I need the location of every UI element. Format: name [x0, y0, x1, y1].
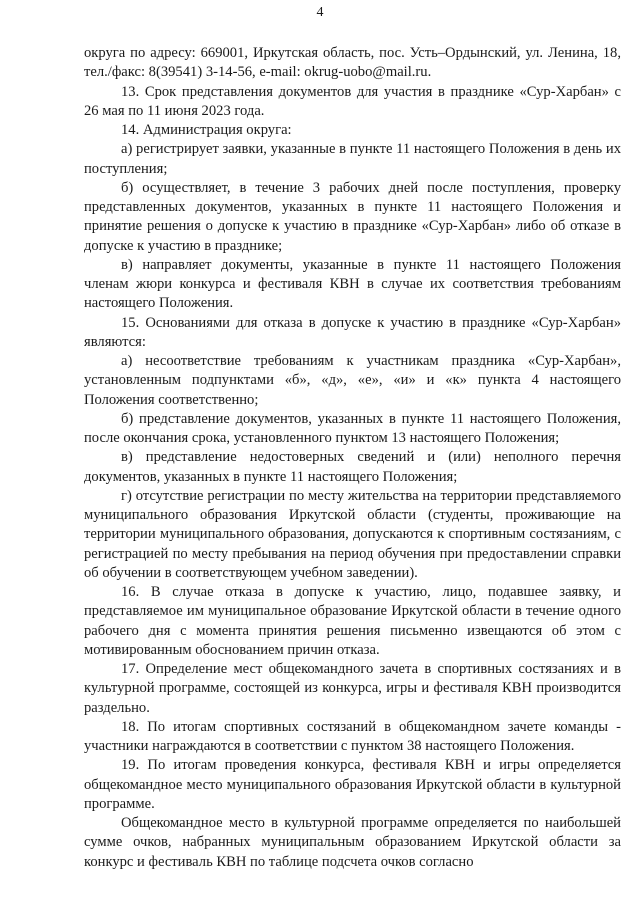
paragraph-19-results: 19. По итогам проведения конкурса, фестиваля КВН и игры определяется общекомандное место муниципального образования Иркутской области в культурной программе.: [84, 757, 621, 812]
paragraph-overall-place: Общекомандное место в культурной программе определяется по наибольшей сумме очков, набранных муниципальным образованием Иркутской области за конкурс и фестиваль КВН по таблице подсчета очков согласно: [84, 815, 621, 870]
paragraph-16-refusal: 16. В случае отказа в допуске к участию, лицо, подавшее заявку, и представляемое им муниципальное образование Иркутской области в течение одного рабочего дня с момента принятия решения письменно извещаются об этом с мотивированным обоснованием причин отказа.: [84, 584, 621, 658]
paragraph-14a: а) регистрирует заявки, указанные в пункте 11 настоящего Положения в день их поступления;: [84, 141, 621, 177]
paragraph-18-awards: 18. По итогам спортивных состязаний в общекомандном зачете команды - участники награждаются в соответствии с пунктом 38 настоящего Положения.: [84, 718, 621, 754]
paragraph-15-grounds: 15. Основаниями для отказа в допуске к участию в празднике «Сур-Харбан» являются:: [84, 314, 621, 350]
paragraph-15c: в) представление недостоверных сведений и (или) неполного перечня документов, указанных в пункте 11 настоящего Положения;: [84, 449, 621, 485]
paragraph-17-places: 17. Определение мест общекомандного зачета в спортивных состязаниях и в культурной программе, состоящей из конкурса, игры и фестиваля КВН производится раздельно.: [84, 661, 621, 716]
paragraph-15a: а) несоответствие требованиям к участникам праздника «Сур-Харбан», установленным подпунктами «б», «д», «е», «и» и «к» пункта 4 настоящего Положения соответственно;: [84, 353, 621, 408]
paragraph-14c: в) направляет документы, указанные в пункте 11 настоящего Положения членам жюри конкурса и фестиваля КВН в случае их соответствия требованиям настоящего Положения.: [84, 256, 621, 312]
paragraph-address: округа по адресу: 669001, Иркутская область, пос. Усть–Ордынский, ул. Ленина, 18, тел./факс: 8(39541) 3-14-56, e-mail: okrug-uobo@mail.ru.: [84, 45, 621, 81]
paragraph-15d: г) отсутствие регистрации по месту жительства на территории представляемого муниципального образования Иркутской области (студенты, проживающие на территории муниципального образования, допускаются к спортивным состязаниям, с регистрацией по месту пребывания на период обучения при предоставлении справки об обучении в соответствующем учебном заведении).: [84, 487, 621, 581]
paragraph-14-administration: 14. Администрация округа:: [121, 122, 292, 138]
document-body: [84, 44, 621, 872]
paragraph-14b: б) осуществляет, в течение 3 рабочих дней после поступления, проверку представленных документов, указанных в пункте 11 настоящего Положения и принятие решения о допуске к участию в празднике «Сур-Харбан» либо об отказе в допуске к участию в празднике;: [84, 179, 621, 254]
paragraph-15b: б) представление документов, указанных в пункте 11 настоящего Положения, после окончания срока, установленного пунктом 13 настоящего Положения;: [84, 410, 621, 446]
page-number: 4: [316, 5, 324, 20]
paragraph-13-deadline: 13. Срок представления документов для участия в празднике «Сур-Харбан» с 26 мая по 11 июня 2023 года.: [84, 83, 621, 119]
